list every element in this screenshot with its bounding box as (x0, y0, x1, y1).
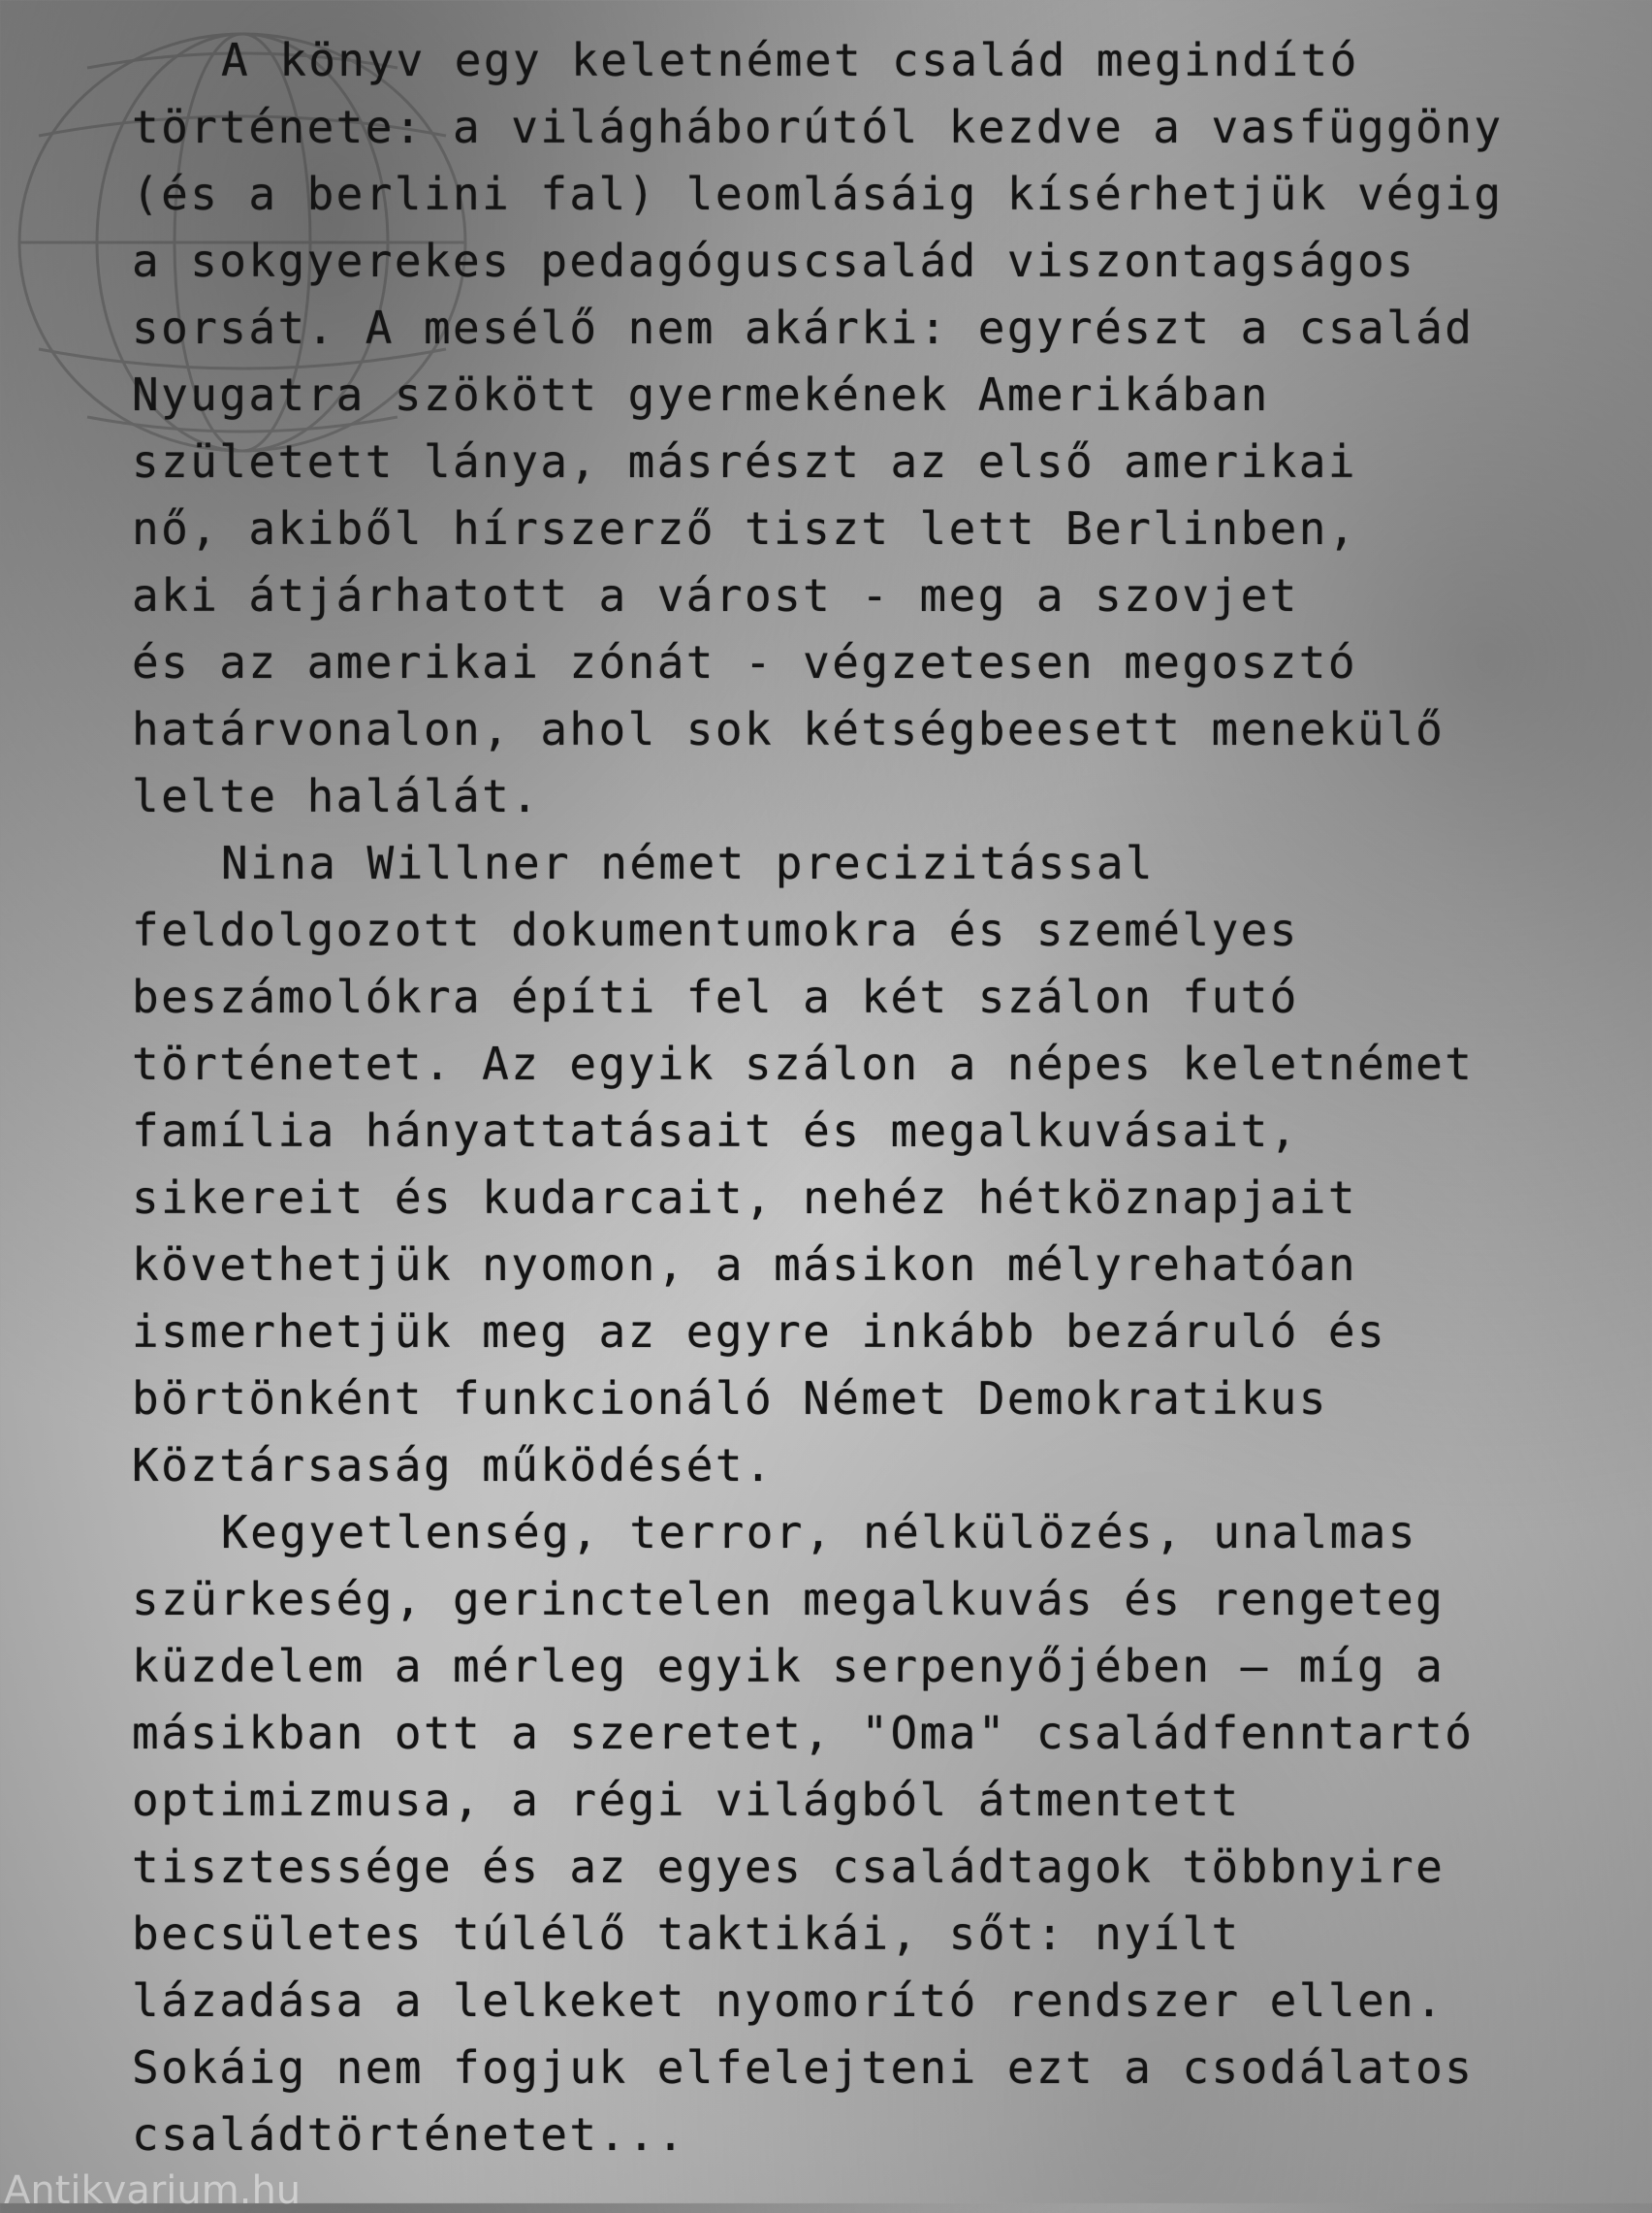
text-line: követhetjük nyomon, a másikon mélyrehatóan (132, 1238, 1357, 1291)
text-line: sorsát. A mesélő nem akárki: egyrészt a család (132, 302, 1475, 354)
text-line: aki átjárhatott a várost - meg a szovjet (132, 569, 1299, 622)
text-line: lázadása a lelkeket nyomorító rendszer ellen. (132, 1974, 1446, 2027)
text-line: küzdelem a mérleg egyik serpenyőjében — míg a (132, 1640, 1446, 1692)
text-line: szürkeség, gerinctelen megalkuvás és rengeteg (132, 1573, 1446, 1625)
text-line: Köztársaság működését. (132, 1439, 775, 1491)
text-line: tisztessége és az egyes családtagok többnyire (132, 1841, 1446, 1893)
text-line: Nina Willner német precizitással (221, 837, 1156, 889)
text-line: sikereit és kudarcait, nehéz hétköznapjait (132, 1171, 1357, 1224)
text-line: Nyugatra szökött gyermekének Amerikában (132, 369, 1270, 421)
text-line: família hányattatásait és megalkuvásait, (132, 1105, 1299, 1157)
text-line: börtönként funkcionáló Német Demokratikus (132, 1372, 1328, 1425)
paragraph-3 (132, 1499, 1567, 2168)
text-line: nő, akiből hírszerző tiszt lett Berlinben, (132, 502, 1357, 555)
text-line: és az amerikai zónát - végzetesen megosztó (132, 636, 1357, 689)
watermark-text: Antikvarium.hu (4, 2168, 302, 2213)
text-line: lelte halálát. (132, 770, 541, 822)
text-line: Sokáig nem fogjuk elfelejteni ezt a csodálatos (132, 2041, 1475, 2094)
text-line: története: a világháborútól kezdve a vasfüggöny (132, 101, 1504, 153)
text-line: született lánya, másrészt az első amerikai (132, 435, 1357, 488)
text-line: A könyv egy keletnémet család megindító (221, 34, 1359, 86)
text-line: határvonalon, ahol sok kétségbeesett menekülő (132, 703, 1446, 755)
paragraph-1 (132, 27, 1567, 830)
text-line: történetet. Az egyik szálon a népes keletnémet (132, 1038, 1475, 1090)
text-line: optimizmusa, a régi világból átmentett (132, 1774, 1241, 1826)
text-line: becsületes túlélő taktikái, sőt: nyílt (132, 1908, 1241, 1960)
paragraph-2 (132, 830, 1567, 1499)
text-line: beszámolókra építi fel a két szálon futó (132, 971, 1299, 1023)
text-line: másikban ott a szeretet, "Oma" családfenntartó (132, 1707, 1475, 1759)
text-line: családtörténetet... (132, 2108, 686, 2161)
text-line: a sokgyerekes pedagóguscsalád viszontagságos (132, 235, 1416, 287)
body-text (132, 27, 1567, 2168)
text-line: feldolgozott dokumentumokra és személyes (132, 904, 1299, 956)
text-line: ismerhetjük meg az egyre inkább bezáruló és (132, 1305, 1387, 1358)
text-line: (és a berlini fal) leomlásáig kísérhetjük végig (132, 168, 1504, 220)
text-line: Kegyetlenség, terror, nélkülözés, unalmas (221, 1506, 1417, 1558)
